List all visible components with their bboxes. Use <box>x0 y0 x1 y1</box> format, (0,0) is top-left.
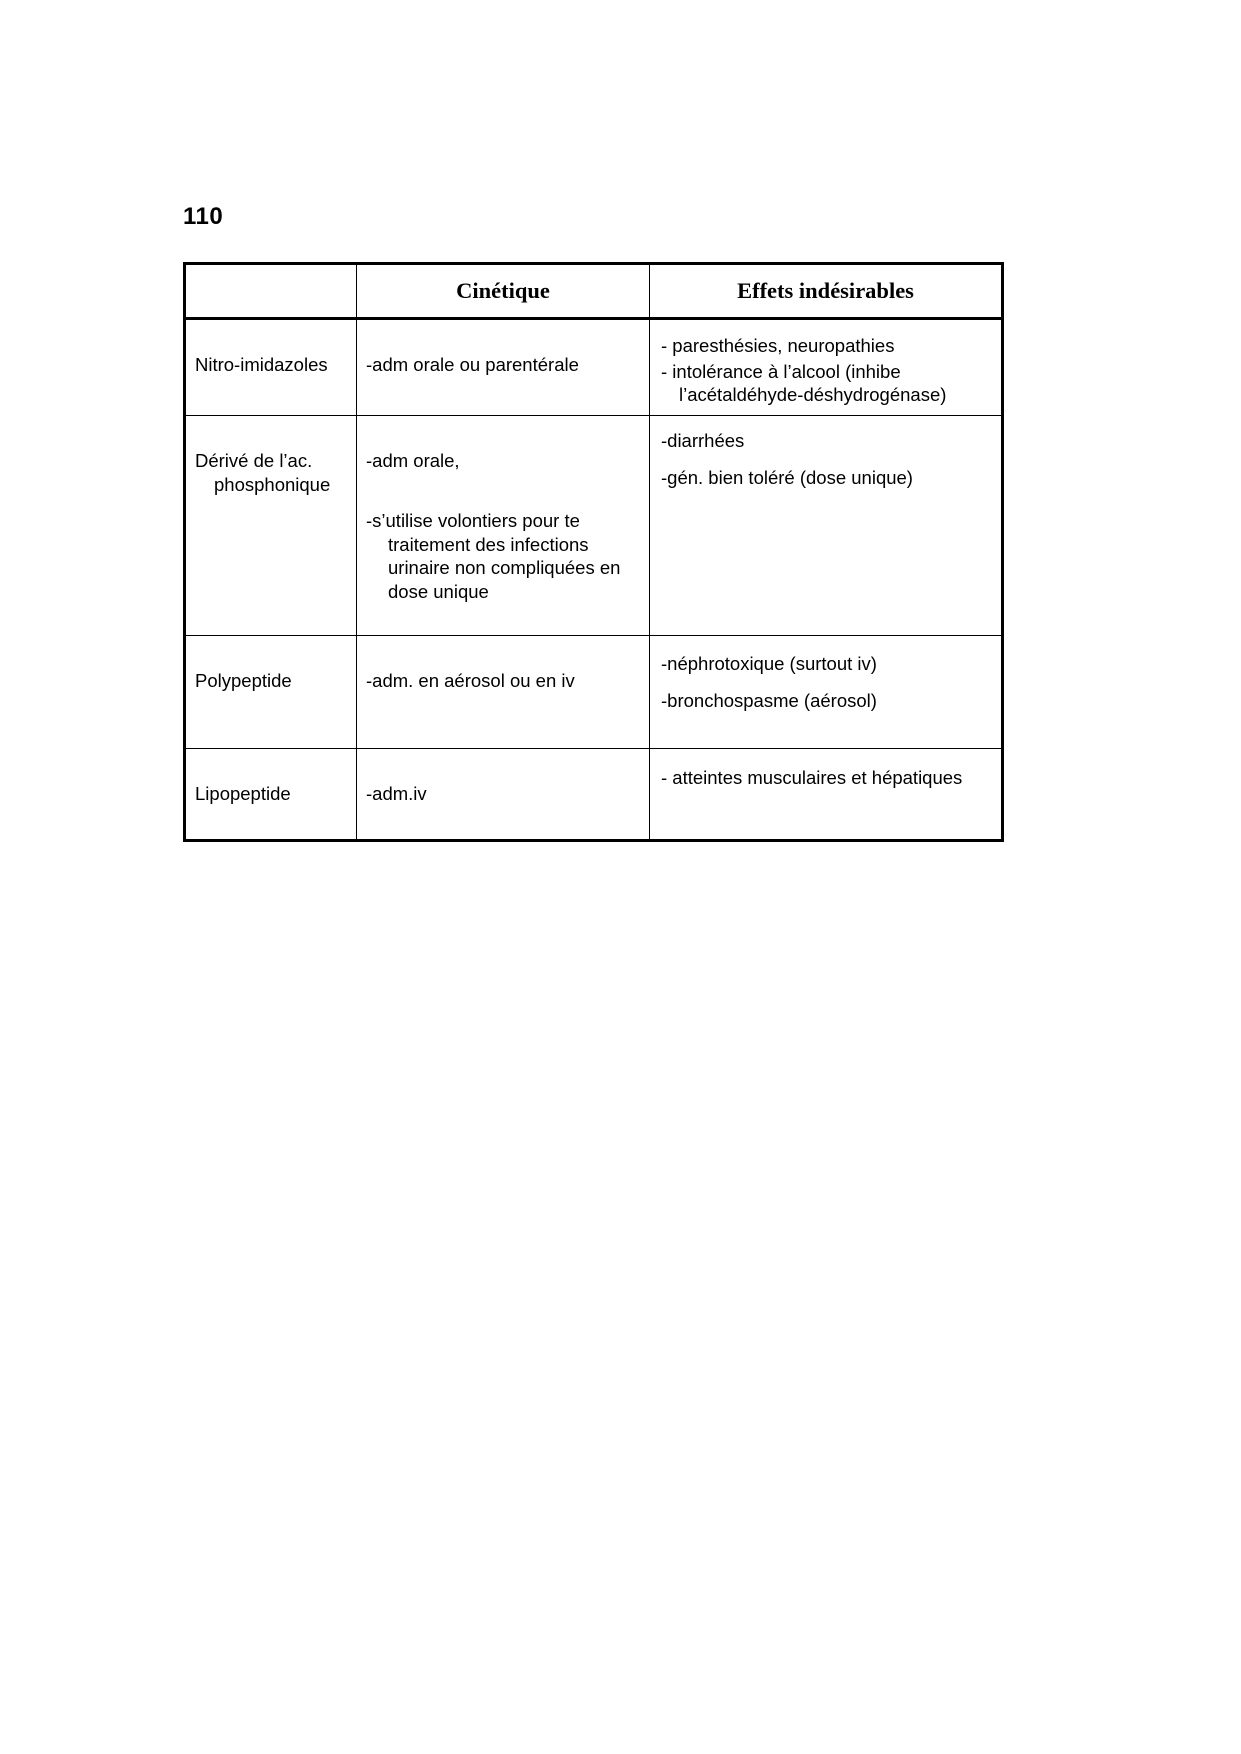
cell-effects <box>650 416 1003 636</box>
table-header-row <box>185 264 1003 319</box>
effects-item: - intolérance à l’alcool (inhibe l’acétaldéhyde-déshydrogénase) <box>661 360 947 406</box>
antibiotics-table <box>183 262 1004 842</box>
page-number: 110 <box>183 203 224 230</box>
effects-item: - atteintes musculaires et hépatiques <box>661 767 963 789</box>
header-label-effects: Effets indésirables <box>737 277 914 303</box>
antibiotics-table-container <box>183 262 1001 842</box>
cell-effects <box>650 636 1003 749</box>
kinetics-item: -adm orale ou parentérale <box>366 353 579 375</box>
kinetics-block <box>357 636 649 724</box>
kinetics-block <box>357 416 649 635</box>
cell-class-name <box>185 416 357 636</box>
header-cell-kinetics <box>357 264 650 319</box>
kinetics-item: -s’utilise volontiers pour te traitement des infections urinaire non compliquées en dose unique <box>366 510 621 603</box>
cell-kinetics <box>357 319 650 416</box>
class-name-block <box>186 749 356 838</box>
effects-block <box>650 749 1001 798</box>
table-row <box>185 319 1003 416</box>
cell-effects <box>650 749 1003 840</box>
table-row <box>185 749 1003 840</box>
kinetics-item: -adm.iv <box>366 783 427 805</box>
effects-item: -diarrhées <box>661 430 745 452</box>
header-cell-class <box>185 264 357 319</box>
effects-block <box>650 636 1001 720</box>
kinetics-item: -adm orale, <box>366 449 460 471</box>
cell-class-name <box>185 749 357 840</box>
effects-item: -bronchospasme (aérosol) <box>661 690 877 712</box>
kinetics-block <box>357 320 649 408</box>
effects-item: -néphrotoxique (surtout iv) <box>661 653 877 675</box>
table-row <box>185 416 1003 636</box>
effects-item: - paresthésies, neuropathies <box>661 335 895 356</box>
effects-item: -gén. bien toléré (dose unique) <box>661 466 913 488</box>
table-row <box>185 636 1003 749</box>
effects-block <box>650 320 1001 415</box>
class-name-text: Polypeptide <box>195 670 292 692</box>
class-name-text: Dérivé de l’ac. phosphonique <box>195 450 331 496</box>
effects-block <box>650 416 1001 497</box>
kinetics-block <box>357 749 649 837</box>
cell-class-name <box>185 319 357 416</box>
header-label-kinetics: Cinétique <box>456 277 550 303</box>
cell-kinetics <box>357 636 650 749</box>
class-name-block <box>186 416 356 529</box>
class-name-block <box>186 636 356 725</box>
kinetics-item: -adm. en aérosol ou en iv <box>366 670 575 692</box>
cell-effects <box>650 319 1003 416</box>
cell-class-name <box>185 636 357 749</box>
cell-kinetics <box>357 416 650 636</box>
cell-kinetics <box>357 749 650 840</box>
header-cell-effects <box>650 264 1003 319</box>
class-name-text: Nitro-imidazoles <box>195 354 328 376</box>
class-name-block <box>186 320 356 409</box>
class-name-text: Lipopeptide <box>195 783 291 805</box>
